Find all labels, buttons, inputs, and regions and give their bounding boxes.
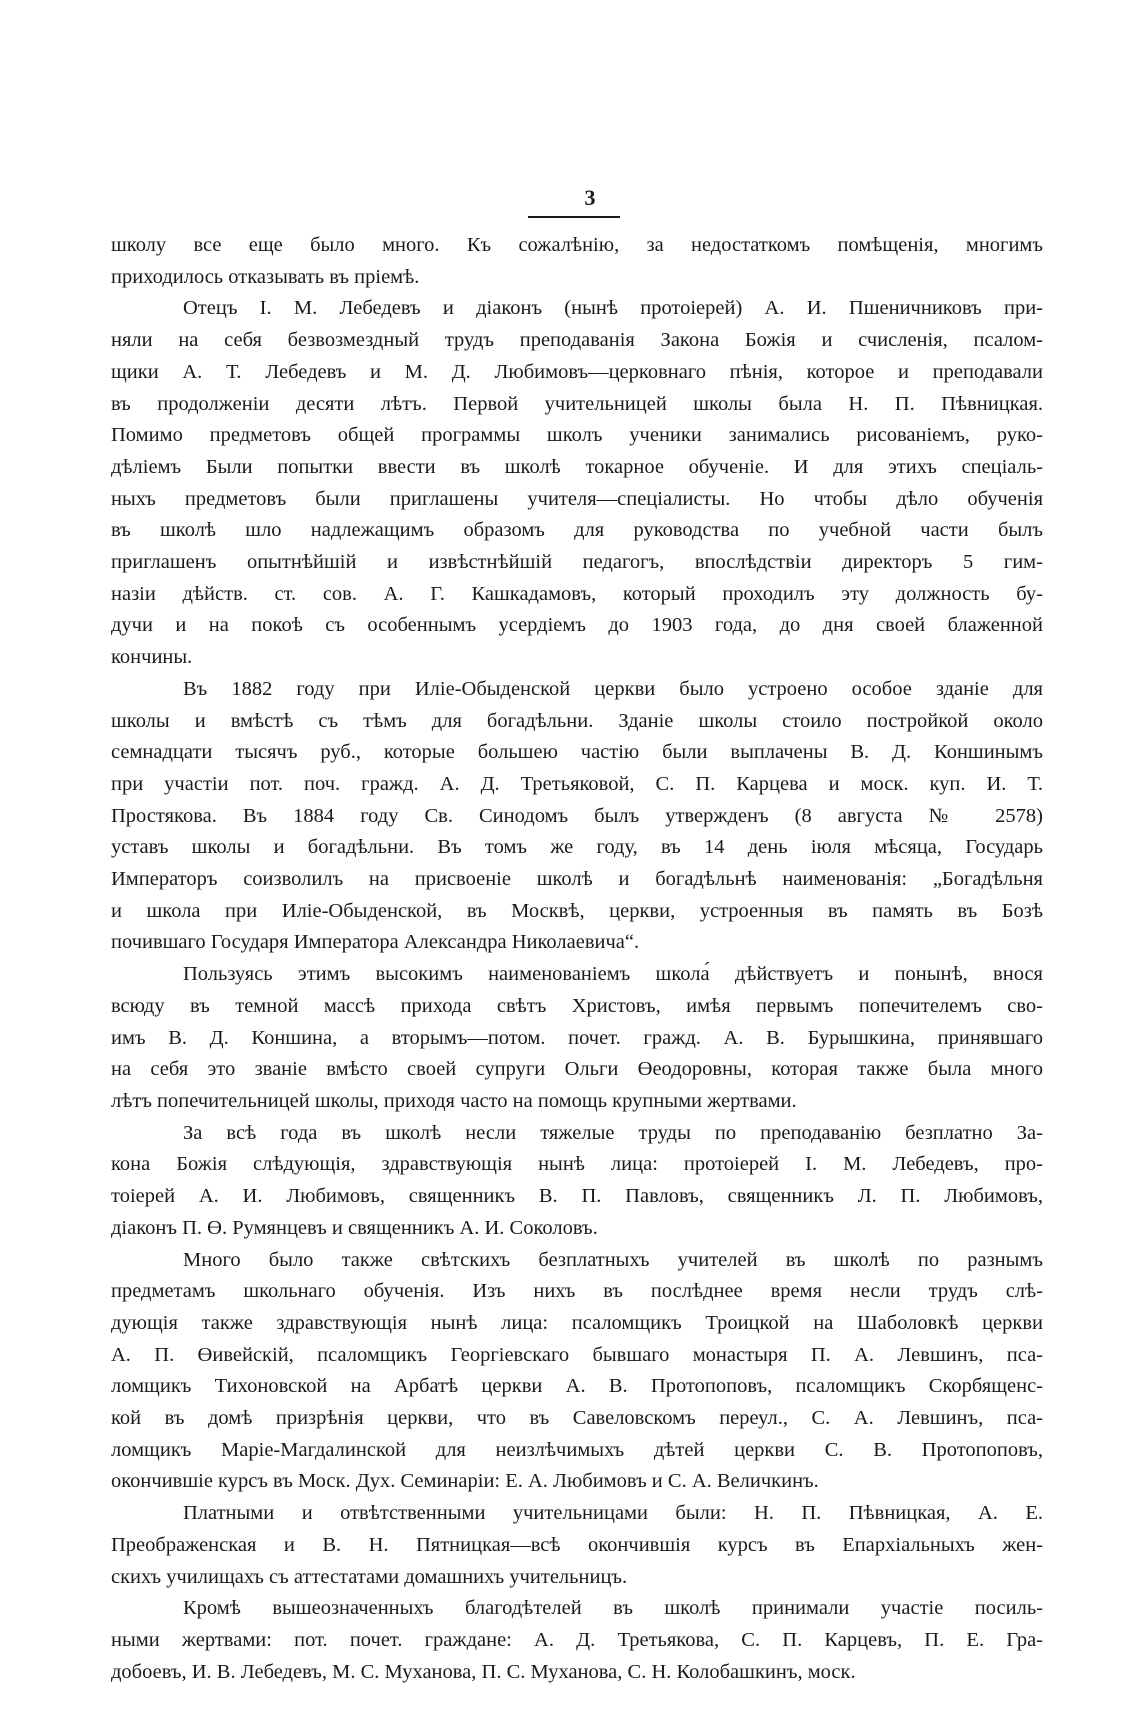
text-line: Отецъ І. М. Лебедевъ и діаконъ (нынѣ протоіерей) А. И. Пшеничниковъ при- (183, 297, 1043, 320)
text-line: лѣтъ попечительницей школы, приходя часто на помощь крупными жертвами. (111, 1089, 797, 1112)
text-line: школу все еще было много. Къ сожалѣнію, за недостаткомъ помѣщенія, многимъ (111, 234, 1043, 256)
text-line: уставъ школы и богадѣльни. Въ томъ же году, въ 14 день іюля мѣсяца, Государь (111, 836, 1043, 859)
paragraph (111, 959, 1043, 1118)
text-line: Преображенская и В. Н. Пятницкая—всѣ окончившія курсъ въ Епархіальныхъ жен- (111, 1533, 1043, 1556)
text-line: Въ 1882 году при Иліе-Обыденской церкви было устроено особое зданіе для (183, 677, 1043, 700)
text-line: Простякова. Въ 1884 году Св. Синодомъ былъ утвержденъ (8 августа № 2578) (111, 804, 1043, 827)
paragraph (111, 1498, 1043, 1593)
text-line: ломщикъ Тихоновской на Арбатѣ церкви А. В. Протопоповъ, псаломщикъ Скорбященс- (111, 1375, 1043, 1398)
text-line: Много было также свѣтскихъ безплатныхъ учителей въ школѣ по разнымъ (183, 1248, 1043, 1271)
paragraph (111, 1593, 1043, 1688)
text-line: Пользуясь этимъ высокимъ наименованіемъ школа́ дѣйствуетъ и понынѣ, внося (183, 963, 1043, 986)
paragraph (111, 1245, 1043, 1499)
text-line: всюду въ темной массѣ прихода свѣтъ Христовъ, имѣя первымъ попечителемъ сво- (111, 994, 1043, 1017)
text-line: кончины. (111, 646, 193, 669)
text-line: приглашенъ опытнѣйшій и извѣстнѣйшій педагогъ, впослѣдствіи директоръ 5 гим- (111, 551, 1043, 574)
text-line: окончившіе курсъ въ Моск. Дух. Семинаріи: Е. А. Любимовъ и С. А. Величкинъ. (111, 1470, 819, 1493)
text-line: кой въ домѣ призрѣнія церкви, что въ Савеловскомъ переул., С. А. Левшинъ, пса- (111, 1407, 1043, 1430)
text-line: и школа при Иліе-Обыденской, въ Москвѣ, церкви, устроенныя въ память въ Бозѣ (111, 899, 1043, 922)
text-line: ными жертвами: пот. почет. граждане: А. Д. Третьякова, С. П. Карцевъ, П. Е. Гра- (111, 1628, 1043, 1651)
text-line: А. П. Өивейскій, псаломщикъ Георгіевскаго бывшаго монастыря П. А. Левшинъ, пса- (111, 1343, 1043, 1366)
text-line: няли на себя безвозмездный трудъ преподаванія Закона Божія и счисленія, псалом- (111, 329, 1043, 352)
text-line: почившаго Государя Императора Александра Николаевича“. (111, 931, 640, 954)
paragraph (111, 293, 1043, 673)
text-line: въ продолженіи десяти лѣтъ. Первой учительницей школы была Н. П. Пѣвницкая. (111, 392, 1043, 415)
page-number-rule (528, 216, 620, 218)
text-line: дучи и на покоѣ съ особеннымъ усердіемъ до 1903 года, до дня своей блаженной (111, 614, 1043, 637)
page-number: 3 (584, 185, 596, 210)
text-line: кона Божія слѣдующія, здравствующія нынѣ лица: протоіерей І. М. Лебедевъ, про- (111, 1153, 1043, 1176)
text-line: приходилось отказывать въ пріемѣ. (111, 265, 420, 288)
text-line: школы и вмѣстѣ съ тѣмъ для богадѣльни. Зданіе школы стоило постройкой около (111, 709, 1043, 732)
text-line: Кромѣ вышеозначенныхъ благодѣтелей въ школѣ принимали участіе посиль- (183, 1597, 1043, 1620)
text-line: скихъ училищахъ съ аттестатами домашнихъ учительницъ. (111, 1565, 628, 1588)
text-line: добоевъ, И. В. Лебедевъ, М. С. Муханова, П. С. Муханова, С. Н. Колобашкинъ, моск. (111, 1660, 856, 1683)
body-text (111, 230, 1043, 1688)
text-line: За всѣ года въ школѣ несли тяжелые труды по преподаванію безплатно За- (183, 1121, 1043, 1144)
text-line: имъ В. Д. Коншина, а вторымъ—потом. почет. гражд. А. В. Бурышкина, принявшаго (111, 1026, 1043, 1049)
text-line: ломщикъ Маріе-Магдалинской для неизлѣчимыхъ дѣтей церкви С. В. Протопоповъ, (111, 1438, 1043, 1461)
text-line: предметамъ школьнаго обученія. Изъ нихъ въ послѣднее время несли трудъ слѣ- (111, 1280, 1043, 1303)
paragraph (111, 674, 1043, 959)
paragraph (111, 1118, 1043, 1245)
text-line: дующія также здравствующія нынѣ лица: псаломщикъ Троицкой на Шаболовкѣ церкви (111, 1311, 1043, 1334)
text-line: ныхъ предметовъ были приглашены учителя—спеціалисты. Но чтобы дѣло обученія (111, 487, 1043, 510)
text-line: на себя это званіе вмѣсто своей супруги Ольги Өеодоровны, которая также была много (111, 1058, 1043, 1081)
text-line: назіи дѣйств. ст. сов. А. Г. Кашкадамовъ, который проходилъ эту должность бу- (111, 582, 1043, 605)
text-line: тоіерей А. И. Любимовъ, священникъ В. П. Павловъ, священникъ Л. П. Любимовъ, (111, 1185, 1043, 1208)
text-line: Помимо предметовъ общей программы школъ ученики занимались рисованіемъ, руко- (111, 424, 1043, 447)
text-line: діаконъ П. Ө. Румянцевъ и священникъ А. И. Соколовъ. (111, 1216, 598, 1239)
text-line: щики А. Т. Лебедевъ и М. Д. Любимовъ—церковнаго пѣнія, которое и преподавали (111, 360, 1043, 383)
text-line: при участіи пот. поч. гражд. А. Д. Третьяковой, С. П. Карцева и моск. куп. И. Т. (111, 772, 1043, 795)
text-line: Императоръ соизволилъ на присвоеніе школѣ и богадѣльнѣ наименованія: „Богадѣльня (111, 868, 1043, 891)
text-line: семнадцати тысячъ руб., которые большею частію были выплачены В. Д. Коншинымъ (111, 741, 1043, 764)
text-line: дѣліемъ Были попытки ввести въ школѣ токарное обученіе. И для этихъ спеціаль- (111, 455, 1043, 478)
paragraph (111, 230, 1043, 293)
text-line: въ школѣ шло надлежащимъ образомъ для руководства по учебной части былъ (111, 519, 1043, 542)
text-line: Платными и отвѣтственными учительницами были: Н. П. Пѣвницкая, А. Е. (183, 1502, 1043, 1525)
